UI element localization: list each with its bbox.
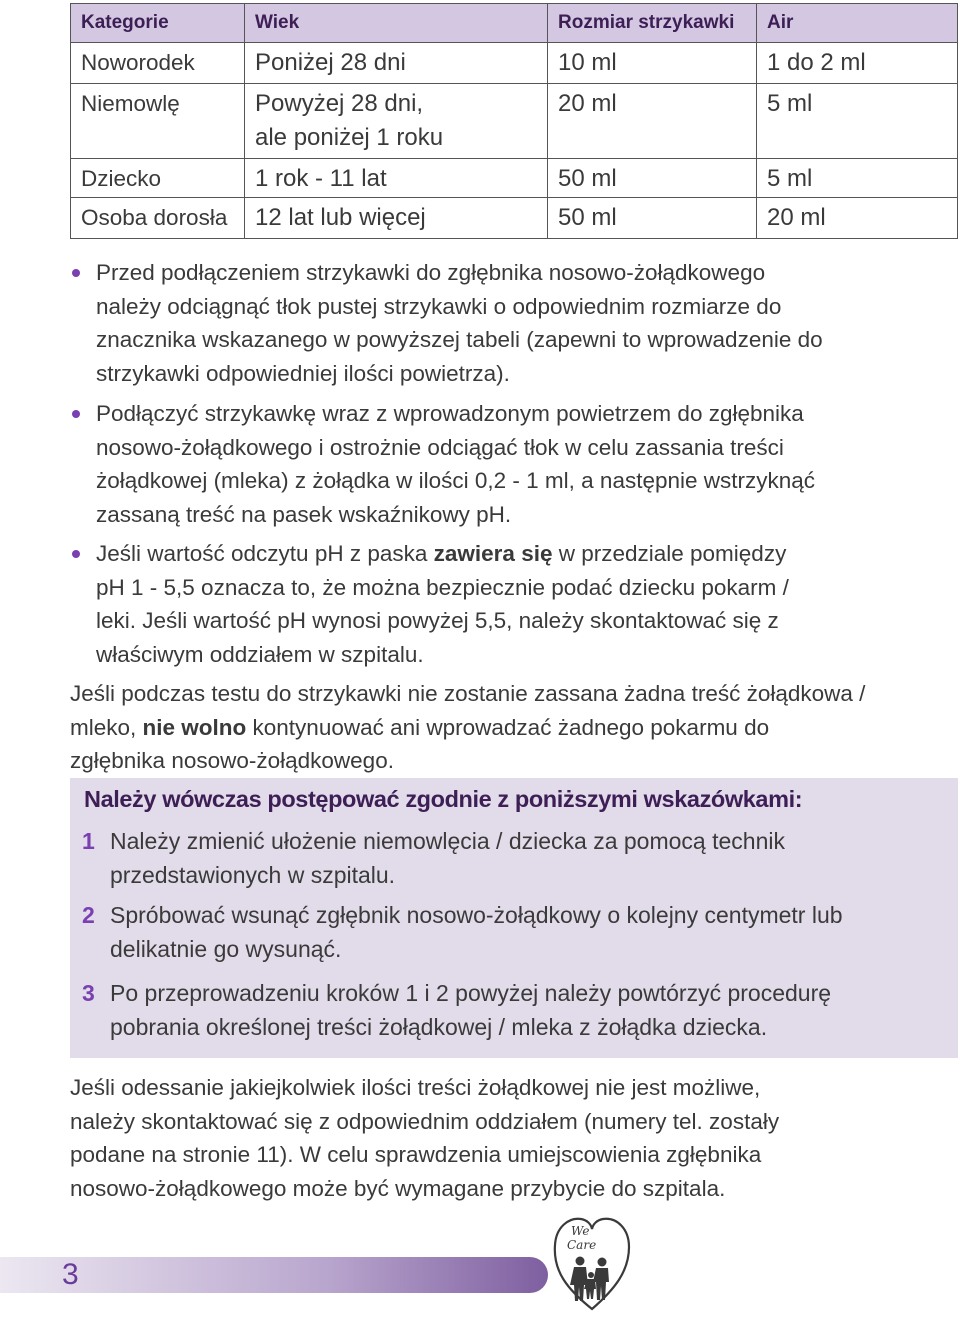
table-row xyxy=(71,159,958,198)
step-line: przedstawionych w szpitalu. xyxy=(110,862,396,888)
instruction-step xyxy=(82,824,955,892)
bullet-line: zassaną treść na pasek wskaźnikowy pH. xyxy=(96,501,512,527)
cell-air: 5 ml xyxy=(757,159,958,198)
bullet-line: znacznika wskazanego w powyższej tabeli (zapewni to wprowadzenie do xyxy=(96,327,823,352)
emphasis-text: nie wolno xyxy=(142,714,247,740)
instruction-step xyxy=(82,976,955,1044)
closing-paragraph xyxy=(70,1071,958,1205)
bullet-line: leki. Jeśli wartość pH wynosi powyżej 5,5, należy skontaktować się z xyxy=(96,608,779,633)
cell-syringe: 50 ml xyxy=(548,198,757,239)
page-number: 3 xyxy=(62,1258,79,1291)
paragraph-line xyxy=(70,711,958,745)
cell-air: 5 ml xyxy=(757,84,958,159)
text-span: w przedziale pomiędzy xyxy=(552,541,787,566)
bullet-dot-icon xyxy=(72,269,80,277)
cell-age-line2: ale poniżej 1 roku xyxy=(255,124,444,151)
logo-text-care: Care xyxy=(567,1238,597,1252)
footer-bar xyxy=(0,1257,548,1293)
step-number: 3 xyxy=(82,980,95,1006)
warning-paragraph xyxy=(70,677,958,778)
step-line: Po przeprowadzeniu kroków 1 i 2 powyżej należy powtórzyć procedurę xyxy=(110,980,832,1006)
header-air: Air xyxy=(757,4,958,43)
paragraph-line: Jeśli odessanie jakiejkolwiek ilości treści żołądkowej nie jest możliwe, xyxy=(70,1075,761,1100)
text-span: kontynuować ani wprowadzać żadnego pokarmu do xyxy=(246,714,770,740)
paragraph-line: należy skontaktować się z odpowiednim oddziałem (numery tel. zostały xyxy=(70,1108,780,1134)
text-span: mleko, xyxy=(70,714,143,740)
step-number: 2 xyxy=(82,902,95,928)
table-row xyxy=(71,198,958,239)
table-row xyxy=(71,84,958,159)
instructions-box xyxy=(70,778,958,1058)
cell-category: Niemowlę xyxy=(71,84,245,159)
cell-age: 1 rok - 11 lat xyxy=(245,159,548,198)
bullet-dot-icon xyxy=(72,550,80,558)
instructions-title: Należy wówczas postępować zgodnie z poniższymi wskazówkami: xyxy=(84,786,803,812)
cell-air: 1 do 2 ml xyxy=(757,43,958,84)
cell-syringe: 10 ml xyxy=(548,43,757,84)
bullet-line: żołądkowej (mleka) z żołądka w ilości 0,2 - 1 ml, a następnie wstrzyknąć xyxy=(96,468,816,493)
cell-age: Poniżej 28 dni xyxy=(245,43,548,84)
syringe-size-table xyxy=(70,3,958,239)
we-care-logo-icon xyxy=(547,1205,637,1313)
cell-category: Dziecko xyxy=(71,159,245,198)
bullet-line: Podłączyć strzykawkę wraz z wprowadzonym powietrzem do zgłębnika xyxy=(96,401,804,426)
bullet-line: strzykawki odpowiedniej ilości powietrza). xyxy=(96,360,510,386)
bullet-line: należy odciągnąć tłok pustej strzykawki o odpowiednim rozmiarze do xyxy=(96,293,782,319)
cell-air: 20 ml xyxy=(757,198,958,239)
logo-text-we: We xyxy=(571,1224,590,1238)
bullet-line: pH 1 - 5,5 oznacza to, że można bezpiecznie podać dziecku pokarm / xyxy=(96,574,789,600)
cell-age-line1: Powyżej 28 dni, xyxy=(255,90,424,117)
step-line: delikatnie go wysunąć. xyxy=(110,936,342,962)
bullet-line xyxy=(96,537,958,571)
paragraph-line: zgłębnika nosowo-żołądkowego. xyxy=(70,748,394,773)
cell-category: Osoba dorosła xyxy=(71,198,245,239)
bullet-dot-icon xyxy=(72,410,80,418)
paragraph-line: nosowo-żołądkowego może być wymagane przybycie do szpitala. xyxy=(70,1175,726,1201)
table-row xyxy=(71,43,958,84)
bullet-item-ph-reading xyxy=(96,537,958,671)
header-category: Kategorie xyxy=(71,4,245,43)
step-number: 1 xyxy=(82,828,95,854)
bullet-item-aspirate xyxy=(96,397,958,531)
cell-category: Noworodek xyxy=(71,43,245,84)
bullet-line: Przed podłączeniem strzykawki do zgłębnika nosowo-żołądkowego xyxy=(96,260,766,285)
cell-syringe: 50 ml xyxy=(548,159,757,198)
cell-age xyxy=(245,84,548,159)
family-figures-icon xyxy=(570,1257,609,1302)
paragraph-line: podane na stronie 11). W celu sprawdzenia umiejscowienia zgłębnika xyxy=(70,1142,762,1167)
bullet-line: właściwym oddziałem w szpitalu. xyxy=(96,641,424,667)
table-header-row xyxy=(71,4,958,43)
paragraph-line: Jeśli podczas testu do strzykawki nie zostanie zassana żadna treść żołądkowa / xyxy=(70,681,866,706)
emphasis-text: zawiera się xyxy=(433,541,553,566)
cell-age: 12 lat lub więcej xyxy=(245,198,548,239)
bullet-item-empty-syringe xyxy=(96,256,958,390)
step-line: Spróbować wsunąć zgłębnik nosowo-żołądkowy o kolejny centymetr lub xyxy=(110,902,843,928)
step-line: Należy zmienić ułożenie niemowlęcia / dziecka za pomocą technik xyxy=(110,828,785,854)
header-age: Wiek xyxy=(245,4,548,43)
instruction-step xyxy=(82,898,955,966)
header-syringe-size: Rozmiar strzykawki xyxy=(548,4,757,43)
step-line: pobrania określonej treści żołądkowej / mleka z żołądka dziecka. xyxy=(110,1014,768,1040)
text-span: Jeśli wartość odczytu pH z paska xyxy=(96,541,434,566)
bullet-line: nosowo-żołądkowego i ostrożnie odciągać tłok w celu zassania treści xyxy=(96,434,784,460)
cell-syringe: 20 ml xyxy=(548,84,757,159)
